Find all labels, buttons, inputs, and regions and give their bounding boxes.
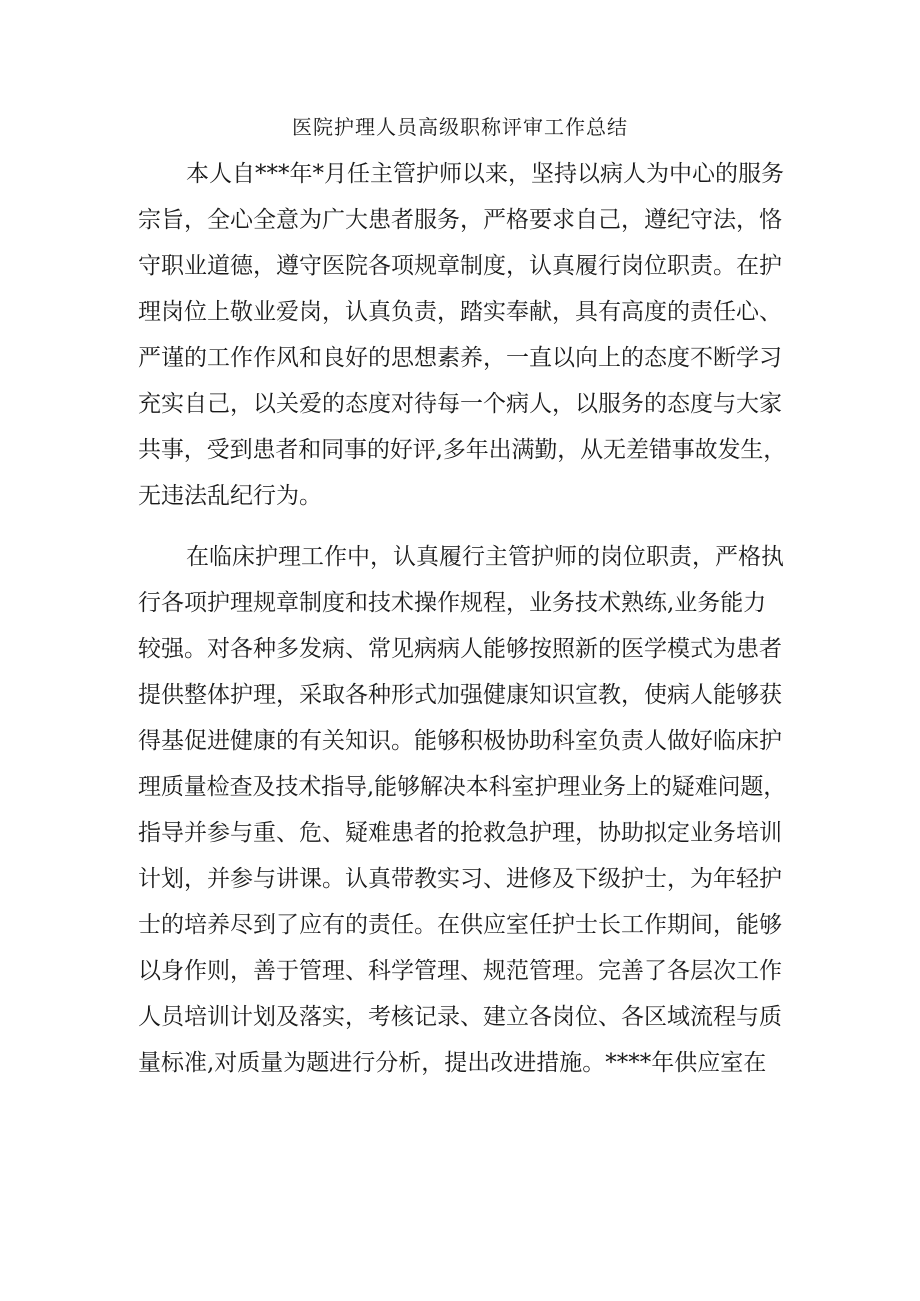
paragraph-2-line-2: 行各项护理规章制度和技术操作规程，业务技术熟练,业务能力: [138, 590, 767, 616]
paragraph-1-line-5: 严谨的工作作风和良好的思想素养，一直以向上的态度不断学习: [138, 345, 782, 371]
paragraph-2-line-3: 较强。对各种多发病、常见病病人能够按照新的医学模式为患者: [138, 636, 782, 662]
paragraph-2-line-11: 人员培训计划及落实，考核记录、建立各岗位、各区域流程与质: [138, 1004, 782, 1030]
paragraph-1-line-1: 本人自***年*月任主管护师以来，坚持以病人为中心的服务: [186, 161, 784, 187]
paragraph-2-line-10: 以身作则，善于管理、科学管理、规范管理。完善了各层次工作: [138, 958, 782, 984]
paragraph-1-line-6: 充实自己，以关爱的态度对待每一个病人，以服务的态度与大家: [138, 391, 782, 417]
paragraph-2-line-8: 计划，并参与讲课。认真带教实习、进修及下级护士，为年轻护: [138, 866, 782, 892]
paragraph-2-line-7: 指导并参与重、危、疑难患者的抢救急护理，协助拟定业务培训: [138, 820, 782, 846]
paragraph-2-line-9: 士的培养尽到了应有的责任。在供应室任护士长工作期间，能够: [138, 912, 782, 938]
paragraph-2-line-1: 在临床护理工作中，认真履行主管护师的岗位职责，严格执: [186, 544, 784, 570]
paragraph-1-line-2: 宗旨，全心全意为广大患者服务，严格要求自己，遵纪守法，恪: [138, 207, 782, 233]
paragraph-1-line-3: 守职业道德，遵守医院各项规章制度，认真履行岗位职责。在护: [138, 253, 782, 279]
paragraph-1-line-4: 理岗位上敬业爱岗，认真负责，踏实奉献，具有高度的责任心、: [138, 299, 782, 325]
paragraph-2-line-5: 得基促进健康的有关知识。能够积极协助科室负责人做好临床护: [138, 728, 782, 754]
document-title: 医院护理人员高级职称评审工作总结: [292, 115, 628, 139]
paragraph-2-line-4: 提供整体护理，采取各种形式加强健康知识宣教，使病人能够获: [138, 682, 782, 708]
paragraph-2-line-12: 量标准,对质量为题进行分析，提出改进措施。****年供应室在: [138, 1050, 767, 1076]
paragraph-1-line-8: 无违法乱纪行为。: [138, 483, 322, 509]
paragraph-1-line-7: 共事，受到患者和同事的好评,多年出满勤，从无差错事故发生，: [138, 437, 787, 463]
paragraph-2-line-6: 理质量检查及技术指导,能够解决本科室护理业务上的疑难问题，: [138, 774, 787, 800]
